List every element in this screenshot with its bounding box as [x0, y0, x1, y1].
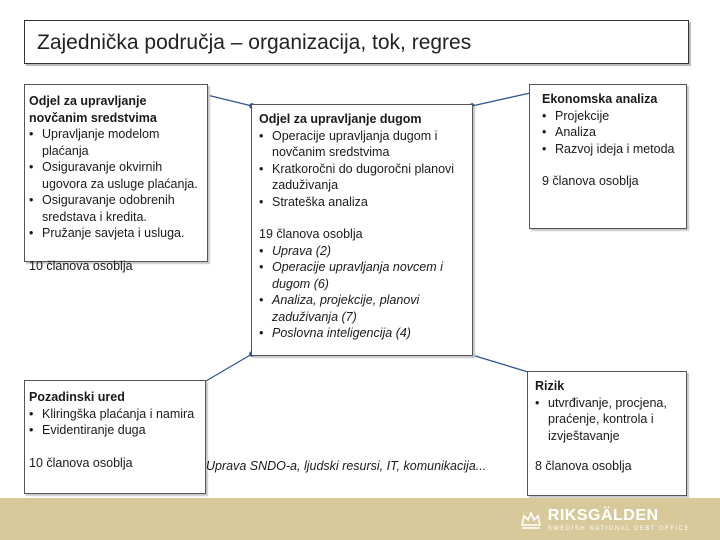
logo-subtitle: SWEDISH NATIONAL DEBT OFFICE: [547, 526, 690, 532]
box-list: [542, 108, 681, 158]
list-item: • Evidentiranje duga: [29, 422, 201, 439]
list-item: • Upravljanje modelom plaćanja: [29, 126, 203, 159]
logo-name: RIKSGÄLDEN: [547, 507, 659, 524]
crown-icon: [520, 509, 542, 531]
footer-bar: [0, 498, 720, 540]
box-cash-management: [24, 84, 208, 273]
list-item: • Operacije upravljanja dugom i novčanim sredstvima: [259, 128, 465, 161]
box-heading: Ekonomska analiza: [542, 92, 658, 106]
list-item: • utvrđivanje, procjena, praćenje, kontrola i izvještavanje: [535, 395, 681, 445]
box-list: [535, 395, 681, 445]
page-title: Zajednička područja – organizacija, tok, regres: [37, 31, 472, 54]
list-item: • Pružanje savjeta i usluga.: [29, 225, 203, 242]
box-back-office: [24, 380, 206, 494]
list-item: • Projekcije: [542, 108, 681, 125]
staff-count: 10 članova osoblja: [29, 258, 133, 273]
list-item: • Strateška analiza: [259, 194, 465, 211]
logo: [548, 507, 690, 532]
box-heading: Odjel za upravljanje dugom: [259, 112, 422, 126]
box-risk: [527, 371, 687, 496]
box-debt-management: [251, 104, 473, 356]
box-heading: Rizik: [535, 379, 565, 393]
list-item: • Razvoj ideja i metoda: [542, 141, 681, 158]
box-list: [29, 126, 203, 242]
list-item: • Poslovna inteligencija (4): [259, 325, 465, 342]
staff-count: 8 članova osoblja: [535, 459, 632, 473]
connector-left-top: [207, 95, 252, 106]
list-item: • Osiguravanje okvirnih ugovora za usluge plaćanja.: [29, 159, 203, 192]
list-item: • Analiza: [542, 124, 681, 141]
staff-count: 19 članova osoblja: [259, 227, 363, 241]
staff-breakdown-list: [259, 243, 465, 342]
box-list: [259, 128, 465, 211]
box-heading-line2: novčanim sredstvima: [29, 110, 157, 125]
list-item: • Kliringška plaćanja i namira: [29, 406, 201, 423]
connector-left-bottom: [206, 354, 252, 381]
staff-count: 10 članova osoblja: [29, 455, 133, 470]
box-heading: Pozadinski ured: [29, 390, 125, 404]
staff-count: 9 članova osoblja: [542, 174, 639, 188]
connector-right-top: [472, 93, 530, 106]
connector-right-bottom: [472, 355, 528, 372]
box-heading: Odjel za upravljanje: [29, 94, 147, 108]
center-note: Uprava SNDO-a, ljudski resursi, IT, komunikacija...: [206, 459, 487, 473]
box-economic-analysis: [529, 84, 687, 229]
box-list: [29, 406, 201, 439]
list-item: • Uprava (2): [259, 243, 465, 260]
list-item: • Kratkoročni do dugoročni planovi zaduživanja: [259, 161, 465, 194]
list-item: • Osiguravanje odobrenih sredstava i kredita.: [29, 192, 203, 225]
list-item: • Operacije upravljanja novcem i dugom (6): [259, 259, 465, 292]
list-item: • Analiza, projekcije, planovi zaduživanja (7): [259, 292, 465, 325]
